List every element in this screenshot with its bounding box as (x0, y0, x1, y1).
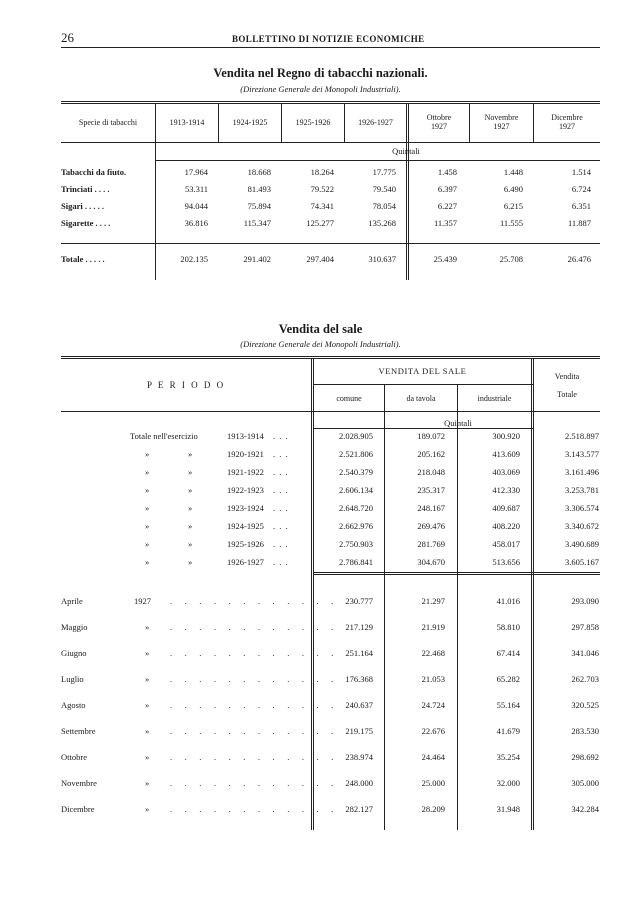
leader-dots: . . . . . . . . . . . . (170, 648, 339, 658)
ditto-mark: » (188, 557, 193, 567)
value-cell: 24.724 (421, 700, 445, 710)
leader-dots: . . . . . . . . . . . . (170, 674, 339, 684)
value-cell: 58.810 (496, 622, 520, 632)
ditto-mark: » (188, 467, 193, 477)
value-cell: 238.974 (345, 752, 373, 762)
ditto-mark: » (145, 557, 150, 567)
value-cell: 248.000 (345, 778, 373, 788)
value-cell: 2.662.976 (339, 521, 373, 531)
value-cell: 305.000 (571, 778, 599, 788)
leader-dots: . . . (273, 521, 289, 531)
ditto-mark: » (145, 622, 150, 632)
total-value-cell: 297.404 (306, 254, 334, 264)
leader-dots: . . . (273, 431, 289, 441)
ditto-mark: » (145, 449, 150, 459)
value-cell: 3.306.574 (565, 503, 599, 513)
value-cell: 75.894 (247, 201, 271, 211)
running-title: BOLLETTINO DI NOTIZIE ECONOMICHE (232, 34, 425, 44)
leader-dots: . . . (273, 449, 289, 459)
leader-dots: . . . (273, 485, 289, 495)
value-cell: 2.521.806 (339, 449, 373, 459)
value-cell: 11.887 (567, 218, 591, 228)
value-cell: 135.268 (368, 218, 396, 228)
month-label: Giugno (61, 648, 87, 658)
col-header-industriale: industriale (477, 394, 512, 403)
leader-dots: . . . (273, 557, 289, 567)
ditto-mark: » (188, 449, 193, 459)
month-label: Novembre (61, 778, 97, 788)
ditto-mark: » (145, 700, 150, 710)
ditto-mark: » (145, 726, 150, 736)
value-cell: 342.284 (571, 804, 599, 814)
year-label: 1925-1926 (227, 539, 264, 549)
value-cell: 18.264 (310, 167, 334, 177)
value-cell: 6.490 (503, 184, 523, 194)
total-value-cell: 25.439 (433, 254, 457, 264)
value-cell: 55.164 (496, 700, 520, 710)
year-label: 1924-1925 (227, 521, 264, 531)
ditto-mark: » (188, 539, 193, 549)
row-label: Totale nell'esercizio (130, 431, 198, 441)
ditto-mark: » (145, 778, 150, 788)
tobacco-title: Vendita nel Regno di tabacchi nazionali. (213, 66, 428, 80)
value-cell: 297.858 (571, 622, 599, 632)
leader-dots: . . . . . . . . . . . . (170, 726, 339, 736)
value-cell: 79.540 (372, 184, 396, 194)
value-cell: 125.277 (306, 218, 334, 228)
value-cell: 41.679 (496, 726, 520, 736)
value-cell: 6.351 (571, 201, 591, 211)
value-cell: 189.072 (417, 431, 445, 441)
col-header-species: Specie di tabacchi (78, 118, 138, 127)
value-cell: 11.555 (499, 218, 523, 228)
header-bottom-rule (61, 411, 600, 412)
value-cell: 230.777 (345, 596, 373, 606)
table-top-rule (61, 356, 600, 359)
header-bottom-rule (61, 142, 600, 143)
value-cell: 28.209 (421, 804, 445, 814)
col-header-totale: Totale (557, 390, 577, 399)
value-cell: 408.220 (492, 521, 520, 531)
value-cell: 513.656 (492, 557, 520, 567)
month-label: Ottobre (61, 752, 87, 762)
value-cell: 219.175 (345, 726, 373, 736)
value-cell: 2.750.903 (339, 539, 373, 549)
value-cell: 413.609 (492, 449, 520, 459)
value-cell: 32.000 (496, 778, 520, 788)
year-label: 1921-1922 (227, 467, 264, 477)
value-cell: 6.227 (437, 201, 457, 211)
value-cell: 35.254 (496, 752, 520, 762)
value-cell: 262.703 (571, 674, 599, 684)
month-year: 1927 (559, 122, 575, 131)
value-cell: 251.164 (345, 648, 373, 658)
col-header-year: 1913-1914 (169, 118, 205, 127)
value-cell: 17.775 (372, 167, 396, 177)
value-cell: 235.317 (417, 485, 445, 495)
col-header-tavola: da tavola (406, 394, 436, 403)
value-cell: 282.127 (345, 804, 373, 814)
value-cell: 283.530 (571, 726, 599, 736)
value-cell: 217.129 (345, 622, 373, 632)
value-cell: 3.161.496 (565, 467, 599, 477)
unit-label: Quintali (392, 146, 420, 156)
col-header-vendita: Vendita (554, 372, 580, 381)
value-cell: 31.948 (496, 804, 520, 814)
row-label: Sigarette . . . . (61, 218, 111, 228)
value-cell: 115.347 (243, 218, 271, 228)
year-label: 1913-1914 (227, 431, 264, 441)
value-cell: 53.311 (184, 184, 208, 194)
month-name: Novembre (484, 113, 519, 122)
value-cell: 176.368 (345, 674, 373, 684)
value-cell: 24.464 (421, 752, 445, 762)
value-cell: 218.048 (417, 467, 445, 477)
ditto-mark: » (145, 674, 150, 684)
value-cell: 74.341 (310, 201, 334, 211)
ditto-mark: » (145, 503, 150, 513)
value-cell: 17.964 (184, 167, 208, 177)
subheader-rule (313, 384, 533, 385)
month-label: Settembre (61, 726, 96, 736)
leader-dots: . . . . . . . . . . . . (170, 700, 339, 710)
value-cell: 1.448 (503, 167, 523, 177)
value-cell: 1.458 (437, 167, 457, 177)
col-header-sales: VENDITA DEL SALE (378, 366, 467, 376)
row-label: Tabacchi da fiuto. (61, 167, 127, 177)
ditto-mark: » (145, 467, 150, 477)
value-cell: 41.016 (496, 596, 520, 606)
value-cell: 3.340.672 (565, 521, 599, 531)
value-cell: 6.215 (503, 201, 523, 211)
month-year: 1927 (493, 122, 510, 131)
total-value-cell: 310.637 (368, 254, 396, 264)
col-header-year: 1926-1927 (358, 118, 393, 127)
value-cell: 78.054 (372, 201, 396, 211)
month-label: Maggio (61, 622, 88, 632)
value-cell: 94.044 (184, 201, 208, 211)
leader-dots: . . . (273, 503, 289, 513)
ditto-mark: » (188, 485, 193, 495)
col-header-period: P E R I O D O (147, 380, 226, 390)
leader-dots: . . . . . . . . . . . . (170, 752, 339, 762)
leader-dots: . . . . . . . . . . . . (170, 804, 339, 814)
total-value-cell: 202.135 (180, 254, 208, 264)
col-header-year: 1924-1925 (232, 118, 268, 127)
value-cell: 6.724 (571, 184, 591, 194)
year-label: 1926-1927 (227, 557, 264, 567)
leader-dots: . . . (273, 539, 289, 549)
row-label: Trinciati . . . . (61, 184, 110, 194)
total-value-cell: 291.402 (243, 254, 271, 264)
col-header-comune: comune (336, 394, 362, 403)
value-cell: 18.668 (247, 167, 271, 177)
month-label: Aprile (61, 596, 83, 606)
month-label: Dicembre (61, 804, 95, 814)
value-cell: 11.357 (433, 218, 457, 228)
value-cell: 403.069 (492, 467, 520, 477)
month-name: Ottobre (426, 113, 452, 122)
col-header-year: 1925-1926 (295, 118, 331, 127)
value-cell: 3.490.689 (565, 539, 599, 549)
month-name: Dicembre (551, 113, 583, 122)
ditto-mark: » (145, 648, 150, 658)
value-cell: 341.046 (571, 648, 599, 658)
value-cell: 281.769 (417, 539, 445, 549)
header-rule (61, 47, 600, 48)
unit-rule (313, 428, 533, 429)
leader-dots: . . . . . . . . . . . . (170, 778, 339, 788)
month-year: 1927 (134, 596, 151, 606)
total-value-cell: 25.708 (499, 254, 523, 264)
ditto-mark: » (145, 539, 150, 549)
table-top-rule (61, 101, 600, 104)
value-cell: 2.518.897 (565, 431, 599, 441)
month-label: Agosto (61, 700, 86, 710)
value-cell: 25.000 (421, 778, 445, 788)
ditto-mark: » (145, 485, 150, 495)
salt-subtitle: (Direzione Generale dei Monopoli Industriali). (240, 339, 401, 349)
value-cell: 293.090 (571, 596, 599, 606)
value-cell: 2.606.134 (339, 485, 373, 495)
row-label: Sigari . . . . . (61, 201, 104, 211)
value-cell: 2.786.841 (339, 557, 373, 567)
value-cell: 3.143.577 (565, 449, 599, 459)
value-cell: 300.920 (492, 431, 520, 441)
ditto-mark: » (145, 804, 150, 814)
unit-rule (155, 160, 600, 161)
leader-dots: . . . . . . . . . . . . (170, 596, 339, 606)
value-cell: 298.692 (571, 752, 599, 762)
unit-label: Quintali (444, 418, 472, 428)
value-cell: 81.493 (247, 184, 271, 194)
value-cell: 240.637 (345, 700, 373, 710)
value-cell: 65.282 (496, 674, 520, 684)
value-cell: 304.670 (417, 557, 445, 567)
value-cell: 21.053 (421, 674, 445, 684)
ditto-mark: » (145, 752, 150, 762)
value-cell: 409.687 (492, 503, 520, 513)
ditto-mark: » (145, 521, 150, 531)
value-cell: 205.162 (417, 449, 445, 459)
value-cell: 36.816 (184, 218, 208, 228)
value-cell: 21.919 (421, 622, 445, 632)
tobacco-subtitle: (Direzione Generale dei Monopoli Industriali). (240, 84, 401, 94)
page-number: 26 (61, 30, 74, 45)
value-cell: 3.605.167 (565, 557, 599, 567)
year-label: 1920-1921 (227, 449, 264, 459)
year-label: 1923-1924 (227, 503, 264, 513)
month-year: 1927 (431, 122, 447, 131)
value-cell: 458.017 (492, 539, 520, 549)
total-value-cell: 26.476 (567, 254, 591, 264)
value-cell: 269.476 (417, 521, 445, 531)
total-separator-rule (61, 243, 600, 244)
value-cell: 22.676 (421, 726, 445, 736)
value-cell: 320.525 (571, 700, 599, 710)
leader-dots: . . . (273, 467, 289, 477)
value-cell: 412.330 (492, 485, 520, 495)
value-cell: 1.514 (571, 167, 591, 177)
month-label: Luglio (61, 674, 84, 684)
value-cell: 248.167 (417, 503, 445, 513)
leader-dots: . . . . . . . . . . . . (170, 622, 339, 632)
value-cell: 2.028.905 (339, 431, 373, 441)
value-cell: 2.540.379 (339, 467, 373, 477)
col-header-month (409, 113, 469, 131)
year-label: 1922-1923 (227, 485, 264, 495)
value-cell: 79.522 (310, 184, 334, 194)
value-cell: 3.253.781 (565, 485, 599, 495)
ditto-mark: » (188, 521, 193, 531)
col-header-month (534, 113, 600, 131)
total-label: Totale . . . . . (61, 254, 105, 264)
value-cell: 22.468 (421, 648, 445, 658)
salt-title: Vendita del sale (278, 322, 363, 336)
value-cell: 6.397 (437, 184, 457, 194)
value-cell: 21.297 (421, 596, 445, 606)
value-cell: 2.648.720 (339, 503, 373, 513)
col-header-month (470, 113, 533, 131)
value-cell: 67.414 (496, 648, 520, 658)
ditto-mark: » (188, 503, 193, 513)
